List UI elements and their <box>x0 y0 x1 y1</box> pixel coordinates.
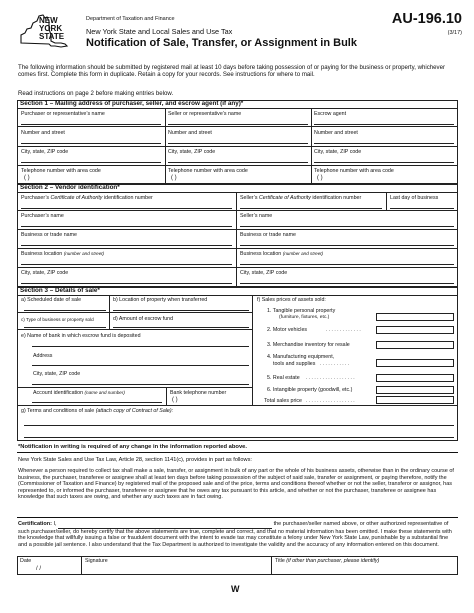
asset-6-input[interactable] <box>376 386 454 394</box>
bank-city-label: City, state, ZIP code <box>33 371 81 377</box>
section3-heading: Section 3 – Details of sale* <box>20 287 100 294</box>
purchaser-cert-label: Purchaser’s Certificate of Authority identification number <box>21 195 153 201</box>
divider <box>17 229 458 230</box>
escrow-agent-label: Escrow agent <box>314 111 347 117</box>
purchaser-location-label: Business location (number and street) <box>21 251 105 257</box>
escrow-street-input[interactable] <box>314 137 454 144</box>
asset-3-label: 3. Merchandise inventory for resale <box>267 342 350 348</box>
seller-cert-label: Seller’s Certificate of Authority identification number <box>240 195 362 201</box>
escrow-agent-input[interactable] <box>314 118 454 125</box>
divider <box>17 405 458 406</box>
purchaser-city-input[interactable] <box>21 156 161 163</box>
bank-address-label: Address <box>33 353 53 359</box>
seller-location-label: Business location (number and street) <box>240 251 324 257</box>
escrow-phone-label: Telephone number with area code <box>314 168 394 174</box>
divider <box>17 165 458 166</box>
divider <box>17 312 252 313</box>
seller-city2-input[interactable] <box>240 277 454 284</box>
certification-text: Certification: I, the purchaser/seller named above, or other authorized representative of such purchaser/seller, do hereby certify that the above statements are true, complete and correct, and that no material information has been omitted. I make these statements with the knowledge that willfully issuing a false or fraudulent document with the intent to evade tax may constitute a felony under New York State Law, punishable by a substantial fine and a possible jail sentence. I also understand that the Tax Department is authorized to investigate the validity and the accuracy of any information entered on this document. <box>18 521 452 548</box>
purchaser-street-label: Number and street <box>21 130 65 136</box>
nys-logo <box>17 13 73 49</box>
purchaser-name2-input[interactable] <box>21 220 232 227</box>
last-day-label: Last day of business <box>390 195 439 201</box>
bank-city-input[interactable] <box>32 378 249 385</box>
escrow-amount-input[interactable] <box>113 322 249 328</box>
property-location-label: b) Location of property when transferred <box>113 297 208 303</box>
dot-leader: . . . . . . . . . . . . . <box>326 327 361 333</box>
footer-mark: W <box>231 584 240 594</box>
seller-name2-label: Seller’s name <box>240 213 273 219</box>
asset-prices-label: f) Sales prices of assets sold: <box>257 297 326 303</box>
escrow-city-input[interactable] <box>314 156 454 163</box>
divider <box>17 248 458 249</box>
bank-name-label: e) Name of bank in which escrow fund is deposited <box>21 333 141 339</box>
logo-word-new: NEW <box>39 16 58 25</box>
form-title: Notification of Sale, Transfer, or Assignment in Bulk <box>86 37 357 49</box>
purchaser-name-input[interactable] <box>21 118 161 125</box>
purchaser-cert-input[interactable] <box>21 202 232 209</box>
escrow-street-label: Number and street <box>314 130 358 136</box>
asset-5-label: 5. Real estate <box>267 375 300 381</box>
property-location-input[interactable] <box>113 304 249 311</box>
divider <box>17 210 458 211</box>
divider <box>271 556 272 575</box>
law-reference: New York State Sales and Use Tax Law, Article 28, section 1141(c), provides in part as follows: <box>18 457 252 463</box>
title-input[interactable] <box>275 565 455 574</box>
divider <box>17 146 458 147</box>
signature-label: Signature <box>85 558 108 564</box>
form-revision: (3/17) <box>447 30 462 36</box>
asset-1-sub: (furniture, fixtures, etc.) <box>279 315 330 320</box>
seller-name2-input[interactable] <box>240 220 454 227</box>
purchaser-phone-label: Telephone number with area code <box>21 168 101 174</box>
divider <box>17 387 252 388</box>
divider <box>166 387 167 405</box>
law-text: Whenever a person required to collect tax shall make a sale, transfer, or assignment in bulk of any part or the whole of his business assets, otherwise than in the ordinary course of business, the purchaser, transferee or assignee shall at least ten days before taking possession of the subject of said sale, transfer or assignment, or paying therefore, notify the (Commissioner of Taxation and Finance) by registered mail of the proposed sale and of the price, terms and conditions thereof whether or not the seller, transferor or assignor, has represented to, or informed the purchaser, transferee or assignee that he owes any tax pursuant to this article, and whether or not the purchaser, transferee or assignee has knowledge that such taxes are owing, and whether any such taxes are in fact owing. <box>18 468 454 501</box>
purchaser-name2-label: Purchaser’s name <box>21 213 64 219</box>
purchaser-location-input[interactable] <box>21 258 232 265</box>
asset-4-input[interactable] <box>376 359 454 367</box>
purchaser-city-label: City, state, ZIP code <box>21 149 69 155</box>
signature-input[interactable] <box>85 565 267 574</box>
escrow-amount-label: d) Amount of escrow fund <box>113 316 174 322</box>
section1-heading: Section 1 – Mailing address of purchaser, seller, and escrow agent (if any)* <box>20 100 244 107</box>
form-number: AU-196.10 <box>391 11 462 27</box>
dot-leader: . . . . . . . . . . . <box>320 361 350 367</box>
read-instructions: Read instructions on page 2 before making entries below. <box>18 90 174 97</box>
seller-phone-label: Telephone number with area code <box>168 168 248 174</box>
divider <box>17 267 458 268</box>
certifier-name-input[interactable] <box>58 521 272 529</box>
escrow-phone-input[interactable]: ( ) <box>317 175 323 181</box>
account-id-label: Account identification (name and number) <box>33 390 125 396</box>
divider <box>252 295 253 405</box>
seller-city-label: City, state, ZIP code <box>168 149 216 155</box>
purchaser-business-input[interactable] <box>21 239 232 246</box>
divider <box>17 452 458 453</box>
purchaser-city2-input[interactable] <box>21 277 232 284</box>
change-notice: *Notification in writing is required of any change in the information reported above. <box>18 444 247 450</box>
divider <box>17 329 252 330</box>
dot-leader: . . . . . . . . . . . . . . . . . . <box>306 398 355 404</box>
date-label: Date <box>20 558 32 564</box>
seller-phone-input[interactable]: ( ) <box>171 175 177 181</box>
seller-business-input[interactable] <box>240 239 454 246</box>
seller-street-label: Number and street <box>168 130 212 136</box>
purchaser-business-label: Business or trade name <box>21 232 77 238</box>
logo-word-york: YORK <box>39 24 63 33</box>
asset-4-sub: tools and supplies <box>273 361 316 367</box>
seller-street-input[interactable] <box>168 137 308 144</box>
divider <box>236 192 237 287</box>
asset-3-input[interactable] <box>376 341 454 349</box>
title-label: Title (if other than purchaser, please identify) <box>275 558 380 564</box>
logo-word-state: STATE <box>39 32 65 41</box>
purchaser-phone-input[interactable]: ( ) <box>24 175 30 181</box>
asset-4-label: 4. Manufacturing equipment, <box>267 354 335 360</box>
dot-leader: . . . . . . . . . . . . . . . . . . <box>306 375 355 381</box>
asset-2-label: 2. Motor vehicles <box>267 327 308 333</box>
sale-date-input[interactable] <box>24 304 106 311</box>
divider <box>17 517 458 518</box>
business-type-label: c) Type of business or property sold <box>21 317 94 322</box>
asset-5-input[interactable] <box>376 374 454 382</box>
total-price-input[interactable] <box>376 396 454 404</box>
bank-address-input[interactable] <box>32 359 249 366</box>
asset-6-label: 6. Intangible property (goodwill, etc.) <box>267 387 353 393</box>
seller-city-input[interactable] <box>168 156 308 163</box>
seller-location-input[interactable] <box>240 258 454 265</box>
asset-1-label: 1. Tangible personal property <box>267 308 336 314</box>
total-price-label: Total sales price <box>264 398 302 404</box>
divider <box>17 192 458 193</box>
seller-cert-input[interactable] <box>240 202 382 209</box>
seller-city2-label: City, state, ZIP code <box>240 270 288 276</box>
last-day-input[interactable] <box>390 202 454 209</box>
terms-label: g) Terms and conditions of sale (attach copy of Contract of Sale): <box>21 408 174 414</box>
terms-line-1[interactable] <box>24 419 454 426</box>
business-type-input[interactable] <box>24 322 106 328</box>
account-id-input[interactable] <box>32 397 162 403</box>
terms-line-2[interactable] <box>24 431 454 438</box>
divider <box>81 556 82 575</box>
divider <box>17 108 458 109</box>
divider <box>17 295 458 296</box>
asset-2-input[interactable] <box>376 326 454 334</box>
purchaser-street-input[interactable] <box>21 137 161 144</box>
bank-phone-label: Bank telephone number <box>170 390 227 396</box>
bank-phone-input[interactable]: ( ) <box>172 397 178 403</box>
seller-name-label: Seller or representative’s name <box>168 111 242 117</box>
seller-name-input[interactable] <box>168 118 308 125</box>
date-input[interactable]: / / <box>36 566 42 572</box>
bank-name-input[interactable] <box>32 340 249 347</box>
seller-business-label: Business or trade name <box>240 232 296 238</box>
department-name: Department of Taxation and Finance <box>86 16 175 22</box>
escrow-city-label: City, state, ZIP code <box>314 149 362 155</box>
purchaser-city2-label: City, state, ZIP code <box>21 270 69 276</box>
section2-heading: Section 2 – Vendor identification* <box>20 184 120 191</box>
form-subtitle: New York State and Local Sales and Use Tax <box>86 27 233 36</box>
divider <box>17 126 458 127</box>
sale-date-label: a) Scheduled date of sale <box>21 297 82 303</box>
divider <box>386 192 387 210</box>
purchaser-name-label: Purchaser or representative’s name <box>21 111 105 117</box>
intro-text: The following information should be submitted by registered mail at least 10 days before taking possession of or paying for the business or property, whichever comes first. Complete this form in duplicate. Retain a copy for your records. See instructions for where to mail. <box>18 64 446 79</box>
asset-1-input[interactable] <box>376 313 454 321</box>
